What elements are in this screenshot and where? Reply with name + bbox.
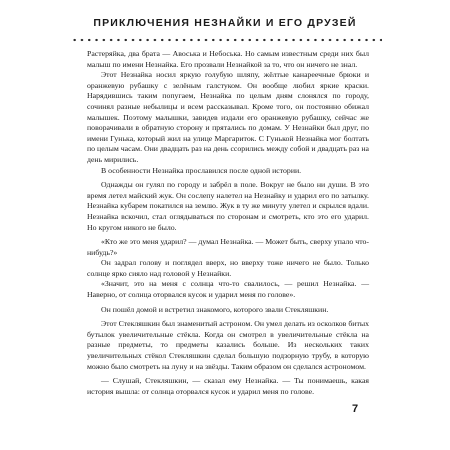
paragraph: Этот Стекляшкин был знаменитый астроном. Он умел делать из осколков битых бутылок увеличительные стёкла. Когда он смотрел в увеличительные стёкла на разные предметы, то предметы казались больше. Из нескольких таких увеличительных стёкол Стекляшкин сделал большую подзорную трубу, в которую можно было смотреть на луну и на звёзды. Таким образом он сделался астрономом. xyxy=(87,319,369,371)
running-header: ПРИКЛЮЧЕНИЯ НЕЗНАЙКИ И ЕГО ДРУЗЕЙ xyxy=(93,17,357,29)
page-number: 7 xyxy=(352,403,359,415)
paragraph: — Слушай, Стекляшкин, — сказал ему Незнайка. — Ты понимаешь, какая история вышла: от солнца оторвался кусок и ударил меня по голове. xyxy=(87,376,369,396)
paragraph: Он задрал голову и поглядел вверх, но вверху тоже ничего не было. Только солнце ярко сияло над головой у Незнайки. xyxy=(87,258,369,278)
paragraph: В особенности Незнайка прославился после одной истории. xyxy=(101,165,302,175)
paragraph: Этот Незнайка носил яркую голубую шляпу, жёлтые канареечные брюки и оранжевую рубашку с зелёным галстуком. Он вообще любил яркие краски. Нарядившись таким попугаем, Незнайка по целым дням слонялся по городу, сочинял разные небылицы и всем рассказывал. Кроме того, он постоянно обижал малышек. Поэтому малышки, завидев издали его оранжевую рубашку, сейчас же поворачивали в обратную сторону и прятались по домам. У Незнайки был друг, по имени Гунька, который жил на улице Маргариток. С Гунькой Незнайка мог болтать по целым часам. Они двадцать раз на день ссорились между собой и двадцать раз на день мирились. xyxy=(87,70,369,164)
paragraph: Растеряйка, два брата — Авоська и Небоська. Но самым известным среди них был малыш по имени Незнайка. Его прозвали Незнайкой за то, что он ничего не знал. xyxy=(87,49,369,69)
page-body xyxy=(87,49,369,397)
paragraph: Он пошёл домой и встретил знакомого, которого звали Стекляшкин. xyxy=(101,304,329,314)
paragraph: «Значит, это на меня с солнца что-то свалилось, — решил Незнайка. — Наверно, от солнца оторвался кусок и ударил меня по голове». xyxy=(87,279,369,300)
paragraph: «Кто же это меня ударил? — думал Незнайка. — Может быть, сверху упало что-нибудь?» xyxy=(87,237,369,257)
dotted-divider xyxy=(71,38,382,42)
paragraph: Однажды он гулял по городу и забрёл в поле. Вокруг не было ни души. В это время летел майский жук. Он сослепу налетел на Незнайку и ударил его по затылку. Незнайка кубарем покатился на землю. Жук в ту же минуту улетел и скрылся вдали. Незнайка вскочил, стал оглядываться по сторонам и смотреть, кто это его ударил. Но кругом никого не было. xyxy=(87,180,369,232)
